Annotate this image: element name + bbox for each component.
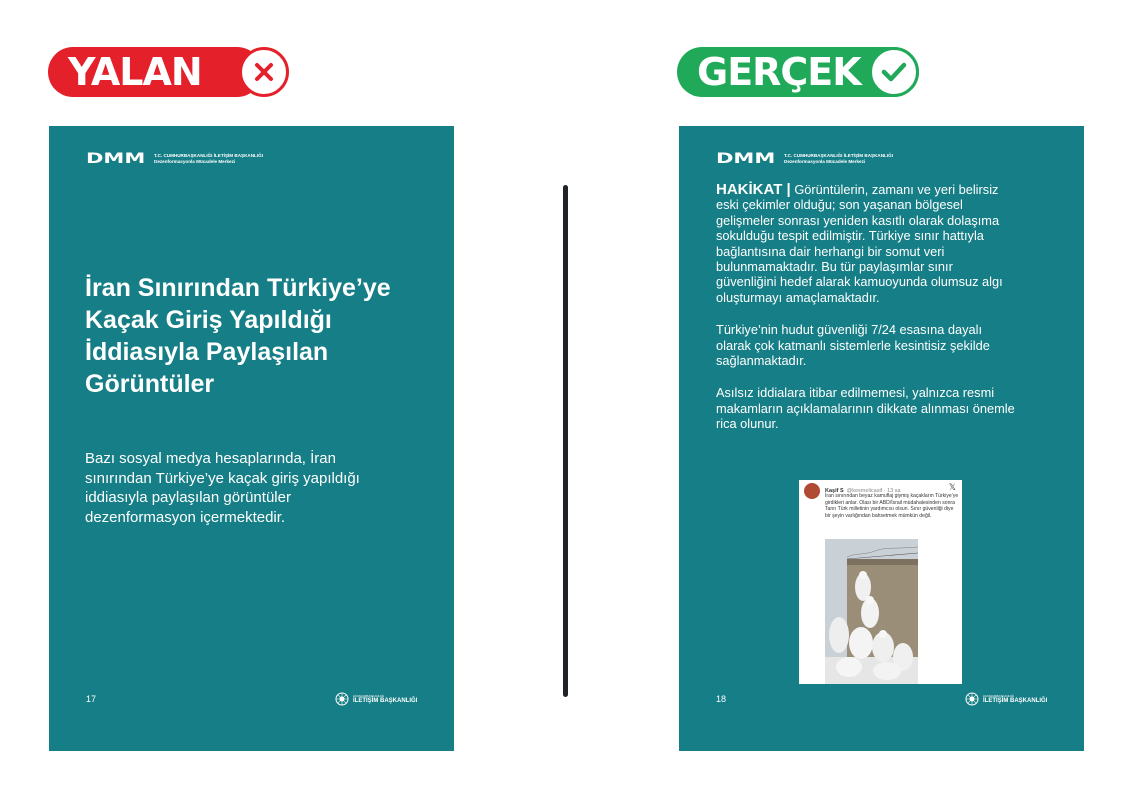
footer-name: İLETİŞİM BAŞKANLIĞI [983, 697, 1048, 704]
tweet-text: İran sınırından beyaz kamuflaj giymiş kaçakların Türkiye’ye girdikleri anlar. Olası bir ABD/İsrail müdahalesinden sonra Tanrı Türk milletinin yardımcısı olsun. Sınır güvenliği diye bir şeyin varlığından bahsetmek mümkün değil. [825, 493, 959, 519]
footer-logo [335, 692, 417, 706]
dmm-logo [716, 151, 893, 167]
hakikat-label: HAKİKAT | [716, 181, 791, 198]
false-label: YALAN [48, 47, 262, 97]
emblem-icon [965, 692, 979, 706]
footer-small: CUMHURBAŞKANLIĞI [983, 693, 1015, 698]
logo-line2: Dezenformasyonla Mücadele Merkezi [784, 159, 866, 164]
right-page [679, 126, 1084, 751]
page-title: İran Sınırından Türkiye’ye Kaçak Giriş Yapıldığı İddiasıyla Paylaşılan Görüntüler [85, 274, 391, 398]
paragraph-3: Asılsız iddialara itibar edilmemesi, yalnızca resmi makamların açıklamalarının dikkate alınması önemle rica olunur. [716, 385, 1015, 432]
tweet-handle: @kesmelicasif · 13 sa [846, 488, 901, 494]
left-page [49, 126, 454, 751]
body-text [716, 182, 1016, 449]
page-number: 18 [716, 694, 727, 704]
true-label: GERÇEK [677, 47, 919, 97]
divider [563, 185, 568, 697]
close-icon [239, 47, 289, 97]
paragraph-2: Türkiye’nin hudut güvenliği 7/24 esasına dayalı olarak çok katmanlı sistemlerle kesintisiz şekilde sağlanmaktadır. [716, 322, 990, 369]
page-subtitle: Bazı sosyal medya hesaplarında, İran sınırından Türkiye’ye kaçak giriş yapıldığı iddiasıyla paylaşılan görüntüler dezenformasyon içermektedir. [85, 450, 360, 526]
false-badge [48, 47, 262, 97]
logo-line1: T.C. CUMHURBAŞKANLIĞI İLETİŞİM BAŞKANLIĞI [154, 153, 263, 158]
avatar [804, 483, 820, 499]
emblem-icon [335, 692, 349, 706]
x-logo-icon: 𝕏 [948, 482, 956, 492]
page-number: 17 [86, 694, 97, 704]
footer-name: İLETİŞİM BAŞKANLIĞI [353, 697, 418, 704]
paragraph-1-text: Görüntülerin, zamanı ve yeri belirsiz eski çekimler olduğu; son yaşanan bölgesel gelişmeler sonrası yeniden kasıtlı olarak dolaşıma sokulduğu tespit edilmiştir. Türkiye sınır hattıyla bağlantısına dair herhangi bir somut veri bulunmamaktadır. Bu tür paylaşımlar sınır güvenliğini hedef alarak kamuoyunda olumsuz algı oluşturmayı amaçlamaktadır. [716, 182, 1003, 305]
tweet-image [825, 539, 918, 684]
logo-line1: T.C. CUMHURBAŞKANLIĞI İLETİŞİM BAŞKANLIĞI [784, 153, 893, 158]
logo-mark: DMM [86, 151, 146, 167]
logo-line2: Dezenformasyonla Mücadele Merkezi [154, 159, 236, 164]
tweet-screenshot [799, 480, 962, 684]
logo-mark: DMM [716, 151, 776, 167]
dmm-logo [86, 151, 263, 167]
check-icon [869, 47, 919, 97]
footer-logo [965, 692, 1047, 706]
footer-small: CUMHURBAŞKANLIĞI [353, 693, 385, 698]
true-badge [677, 47, 919, 97]
tweet-user: Kaşif S [825, 488, 844, 494]
paragraph-1 [716, 182, 1016, 305]
